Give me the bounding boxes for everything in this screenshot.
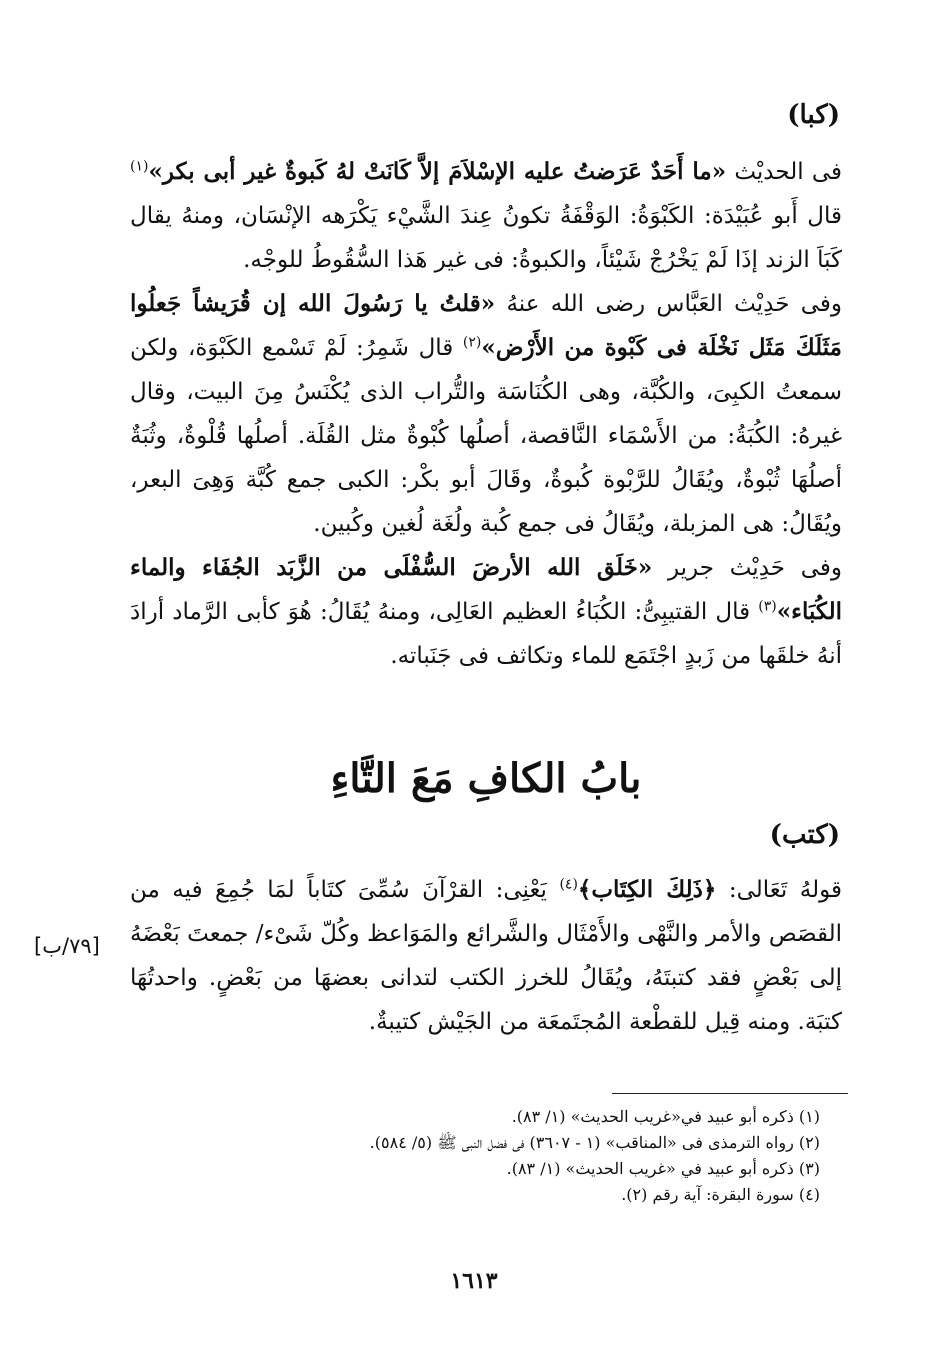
footnote-ref: (٣) (758, 598, 777, 615)
paragraph (130, 546, 842, 678)
body-text: قال أَبو عُبَيْدَة: الكَبْوَةُ: الوَقْفَةُ تكونُ عِندَ الشَّيْء يَكْرَهه الإنْسَان، ومنهُ يقال كَبَاَ الزند إذَا لَمْ يَخْرُجْ شَيْئاً، والكبوةُ: فى غير هَذا السُّقُوطُ للوجْه. (130, 203, 842, 273)
footnote: (٣) ذكره أبو عبيد في «غريب الحديث» (١/ ٨٣). (506, 1159, 820, 1178)
entry-body-kataba (130, 868, 842, 1044)
entry-body-kaba (130, 150, 842, 678)
quoted-text: «خَلَق الله الأرضَ السُّفْلَى من الزَّبَد الجُفَاء والماء الكُبَاء» (130, 554, 842, 625)
paragraph (130, 150, 842, 282)
body-text: قولهُ تَعَالى: (716, 877, 842, 903)
body-text: قال شَمِرُ: لَمْ تَسْمع الكَبْوَة، ولكن سمعتُ الكبِىَ، والكُبَّة، وهى الكُنَاسَة والتُّراب الذى يُكْنَسُ مِنَ البيت، وقال غيرهُ: الكُبَةُ: من الأَسْمَاء النَّاقصة، أصلُها كُبْوةٌ مثل القُلَة. أصلُها قُلْوةٌ، وثُبَةٌ أصلُهَا ثُبْوةٌ، ويُقَالُ للرَّبْوة كُبوةٌ، وقَالَ أبو بكْر: الكبى جمع كُبَّة وَهِىَ البعر، ويُقَالُ: هى المزبلة، ويُقَالُ فى جمع كُبة ولُغَة لُغين وكُبين. (130, 335, 842, 537)
footnote: (٤) سورة البقرة: آية رقم (٢). (621, 1185, 820, 1204)
body-text: فى الحديْث (726, 159, 842, 185)
paragraph (130, 868, 842, 1044)
section-title: بابُ الكافِ مَعَ التَّاءِ (330, 755, 642, 802)
footnote-ref: (٤) (559, 876, 578, 893)
footnote: (١) ذكره أبو عبيد في«غريب الحديث» (١/ ٨٣). (511, 1107, 820, 1126)
footnote-ref: (١) (130, 158, 149, 175)
page-number: ١٦١٣ (450, 1268, 498, 1294)
quoted-text: «ما أَحَدٌ عَرَضتُ عليه الإسْلاَمَ إلاَّ كَانَتْ لهُ كَبوةٌ غير أبى بكر» (148, 158, 727, 185)
body-text: يَعْنِى: القرْآنَ سُمِّىَ كتَاباً لمَا جُمِعَ فيه من القصَص والأمر والنَّهْى والأَمْثَال والشَّرائع والمَوَاعظ وكُلّ شَىْء/ جمعتَ بَعْضَهُ إلى بَعْضٍ فقد كتبتَهُ، ويُقَالُ للخرز الكتب لتدانى بعضهَا من بَعْضٍ. واحدتُهَا كتبَة. ومنه قِيل للقطْعة المُجتَمعَة من الجَيْش كتيبةٌ. (130, 877, 842, 1035)
footnote-separator (612, 1093, 848, 1094)
body-text: وفى حَدِيْث العَبَّاس رضى الله عنهُ (495, 291, 842, 317)
footnote: (٢) رواه الترمذى فى «المناقب» (١ - ٣٦٠٧) فى فضل النبى ﷺ (٥/ ٥٨٤). (369, 1133, 820, 1152)
footnotes (120, 1104, 820, 1208)
footnote-ref: (٢) (462, 334, 482, 351)
entry-heading-kataba: (كتب) (769, 820, 840, 850)
body-text: وفى حَدِيْث جرير (652, 555, 842, 581)
entry-heading-kaba: (كبا) (787, 100, 840, 130)
paragraph (130, 282, 842, 546)
quoted-text: ﴿ذَلِكَ الكِتَاب﴾ (577, 876, 717, 903)
manuscript-folio-note: [٧٩/ب] (34, 934, 100, 958)
quoted-text: «قلتُ يا رَسُولَ الله إن قُرَيشاً جَعلُوا مَثَلَكَ مَثَل نَخْلَة فى كَبْوة من الأَرْض» (130, 290, 842, 361)
body-text: قال القتيبِىُّ: الكُبَاءُ العظيم العَالِى، ومنهُ يُقَالُ: هُوَ كأبى الرَّماد أرادَ أنهُ خلقَها من زَبدٍ اجْتَمَع للماء وتكاثف فى جَنَباته. (130, 599, 842, 669)
